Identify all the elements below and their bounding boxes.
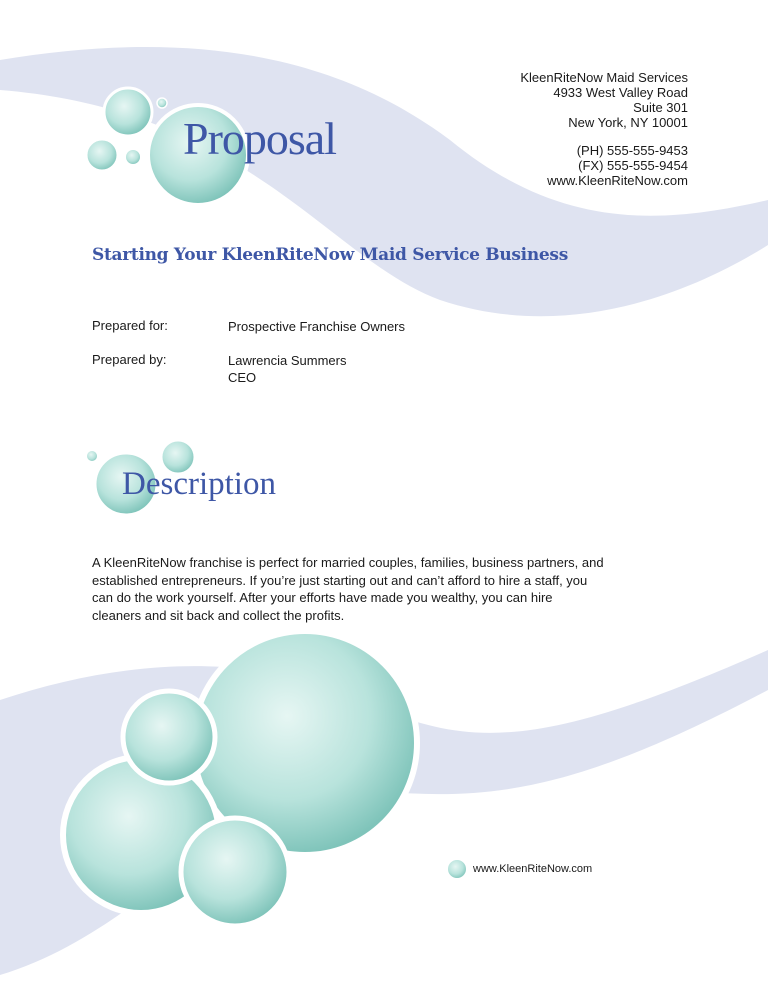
prepared-by-value [228, 352, 347, 386]
company-website[interactable]: www.KleenRiteNow.com [547, 173, 688, 188]
description-heading: Description [122, 466, 276, 502]
company-city-state-zip: New York, NY 10001 [568, 115, 688, 130]
footer-bubble-icon [447, 859, 467, 879]
description-line: can do the work yourself. After your efforts have made you wealthy, you can hire [92, 590, 553, 605]
company-address-line1: 4933 West Valley Road [553, 85, 688, 100]
company-fax: (FX) 555-555-9454 [578, 158, 688, 173]
description-line: A KleenRiteNow franchise is perfect for married couples, families, business partners, and [92, 555, 604, 570]
description-paragraph [92, 554, 612, 624]
prepared-for-label: Prepared for: [92, 318, 168, 333]
proposal-subtitle: Starting Your KleenRiteNow Maid Service Business [92, 245, 568, 265]
company-phone: (PH) 555-555-9453 [576, 143, 688, 158]
prepared-for-value: Prospective Franchise Owners [228, 319, 406, 334]
preparer-name: Lawrencia Summers [228, 353, 347, 368]
description-line: established entrepreneurs. If you’re just starting out and can’t afford to hire a staff, you [92, 572, 588, 588]
company-name: KleenRiteNow Maid Services [520, 70, 688, 85]
prepared-by-label: Prepared by: [92, 352, 167, 367]
preparer-title: CEO [228, 370, 257, 385]
page-title: Proposal [183, 113, 336, 164]
footer-website-link[interactable]: www.KleenRiteNow.com [473, 863, 593, 875]
company-contact-block [520, 70, 688, 188]
company-address-line2: Suite 301 [633, 100, 688, 115]
description-line: cleaners and sit back and collect the profits. [92, 607, 345, 623]
